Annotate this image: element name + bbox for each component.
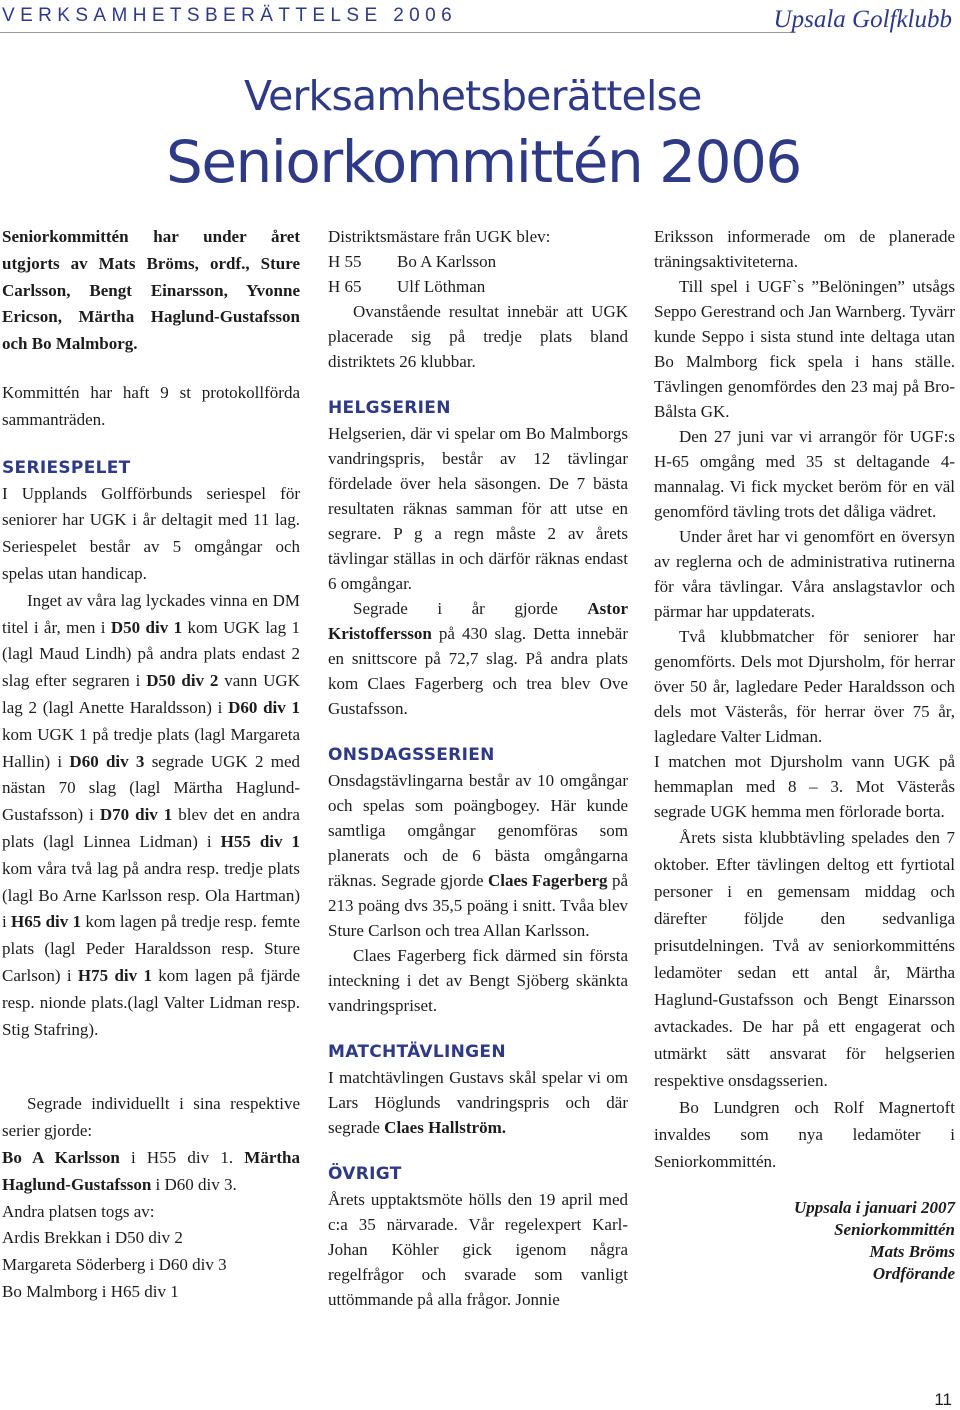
onsdagsserien-paragraph-1: Onsdagstävlingarna består av 10 omgångar och spelas som poängbogey. Här kunde samtliga omgångar genomföras som planerats och de 6 bästa omgångarna räknas. Segrade gjorde Claes Fagerberg på 213 poäng dvs 35,5 poäng i snitt. Tvåa blev Sture Carlson och trea Allan Karlsson.	[328, 771, 628, 940]
individual-winners: Bo A Karlsson i H55 div 1. Märtha Haglund-Gustafsson i D60 div 3.	[2, 1147, 300, 1194]
column-2	[328, 224, 628, 1312]
col3-paragraph-6: I matchen mot Djursholm vann UGK på hemmaplan med 8 – 3. Mot Västerås segrade UGK hemma men förlorade borta.	[654, 752, 955, 821]
col3-paragraph-2: Till spel i UGF`s ”Belöningen” utsågs Seppo Gerestrand och Jan Warnberg. Tyvärr kunde Seppo i sista stund inte deltaga utan Bo Malmborg fick spela i hans ställe. Tävlingen genomfördes den 23 maj på Bro-Bålsta GK.	[654, 277, 955, 421]
column-1	[2, 224, 300, 1306]
heading-onsdagsserien: ONSDAGSSERIEN	[328, 745, 495, 765]
heading-ovrigt: ÖVRIGT	[328, 1164, 402, 1184]
signature-place-date: Uppsala i januari 2007	[793, 1198, 955, 1217]
helgserien-paragraph-1: Helgserien, där vi spelar om Bo Malmborgs vandringspris, består av 12 tävlingar fördelade över hela säsongen. De 7 bästa resultaten räknas samman för att utse en segrare. P g a regn måste 2 av årets tävlingar ställas in och därför räknas endast 6 omgångar.	[328, 424, 628, 593]
page-title-line-2: Seniorkommittén 2006	[166, 128, 801, 196]
signature-name: Mats Bröms	[869, 1242, 955, 1261]
page-number: 11	[934, 1390, 952, 1409]
club-name: Upsala Golfklubb	[773, 6, 952, 33]
helgserien-paragraph-2: Segrade i år gjorde Astor Kristoffersson på 430 slag. Detta innebär en snittscore på 72,7 slag. På andra plats kom Claes Fagerberg och trea blev Ove Gustafsson.	[328, 599, 628, 718]
second-place-intro: Andra platsen togs av:	[2, 1201, 155, 1221]
col3-paragraph-4: Under året har vi genomfört en översyn av reglerna och de administrativa rutinerna för våra tävlingar. Våra anslagstavlor och pärmar har uppdaterats.	[654, 527, 955, 621]
signature-block	[654, 1197, 955, 1285]
seriespelet-paragraph-1: I Upplands Golfförbunds seriespel för seniorer har UGK i år deltagit med 11 lag. Seriespelet består av 5 omgångar och spelas utan handicap.	[2, 483, 300, 583]
heading-helgserien: HELGSERIEN	[328, 398, 451, 418]
list-item: Bo Malmborg i H65 div 1	[2, 1281, 179, 1301]
col3-paragraph-3: Den 27 juni var vi arrangör för UGF:s H-65 omgång med 35 st deltagande 4-mannalag. Vi fick mycket beröm för en väl genomförd tävling trots det dåliga vädret.	[654, 427, 955, 521]
signature-organization: Seniorkommittén	[834, 1220, 955, 1239]
heading-seriespelet: SERIESPELET	[2, 457, 131, 478]
signature-role: Ordförande	[872, 1264, 955, 1283]
district-winner-row: H 55 Bo A Karlsson	[328, 252, 497, 271]
seriespelet-paragraph-2: Inget av våra lag lyckades vinna en DM titel i år, men i D50 div 1 kom UGK lag 1 (lagl Maud Lindh) på andra plats endast 2 slag efter segraren i D50 div 2 vann UGK lag 2 (lagl Anette Haraldsson) i D60 div 1 kom UGK 1 på tredje plats (lagl Margareta Hallin) i D60 div 3 segrade UGK 2 med nästan 70 slag (lagl Märtha Haglund-Gustafsson) i D70 div 1 blev det en andra plats (lagl Linnea Lidman) i H55 div 1 kom våra två lag på andra resp. tredje plats (lagl Bo Arne Karlsson resp. Ola Hartman) i H65 div 1 kom lagen på tredje resp. femte plats (lagl Peder Haraldsson resp. Sture Carlson) i H75 div 1 kom lagen på fjärde resp. nionde plats.(lagl Valter Lidman resp. Stig Stafring).	[2, 590, 301, 1039]
district-intro: Distriktsmästare från UGK blev:	[328, 227, 551, 246]
header-rule	[0, 32, 795, 33]
list-item: Margareta Söderberg i D60 div 3	[2, 1255, 227, 1275]
page-header	[0, 0, 960, 40]
col3-paragraph-8: Bo Lundgren och Rolf Magnertoft invaldes som nya ledamöter i Seniorkommittén.	[654, 1098, 955, 1171]
col3-paragraph-1: Eriksson informerade om de planerade träningsaktiviteterna.	[654, 227, 955, 271]
individual-winners-intro: Segrade individuellt i sina respektive serier gjorde:	[2, 1094, 300, 1141]
district-summary: Ovanstående resultat innebär att UGK placerade sig på tredje plats bland distriktets 26 klubbar.	[328, 302, 628, 371]
col3-paragraph-5: Två klubbmatcher för seniorer har genomförts. Dels mot Djursholm, för herrar över 50 år, lagledare Peder Haraldsson och dels mot Västerås, för herrar över 75 år, lagledare Valter Lidman.	[654, 627, 955, 746]
column-3	[654, 224, 955, 1285]
meetings-paragraph: Kommittén har haft 9 st protokollförda sammanträden.	[2, 382, 300, 429]
onsdagsserien-paragraph-2: Claes Fagerberg fick därmed sin första inteckning i det av Bengt Sjöberg skänkta vandringspriset.	[328, 946, 628, 1015]
col3-paragraph-7: Årets sista klubbtävling spelades den 7 oktober. Efter tävlingen deltog ett fyrtiotal personer i en gemensam middag och därefter följde den sedvanliga prisutdelningen. Två av seniorkommitténs ledamöter sedan ett antal år, Märtha Haglund-Gustafsson och Bengt Einarsson avtackades. De har på ett engagerat och utmärkt sätt ansvarat för helgserien respektive onsdagsserien.	[654, 828, 955, 1090]
running-title: VERKSAMHETSBERÄTTELSE 2006	[2, 5, 458, 26]
matchtavlingen-paragraph: I matchtävlingen Gustavs skål spelar vi om Lars Höglunds vandringspris och där segrade Claes Hallström.	[328, 1068, 628, 1137]
ovrigt-paragraph: Årets upptaktsmöte hölls den 19 april med c:a 35 närvarade. Vår regelexpert Karl-Johan Köhler gick igenom några regelfrågor och svarade som vanligt uttömmande på alla frågor. Jonnie	[328, 1190, 628, 1309]
heading-matchtavlingen: MATCHTÄVLINGEN	[328, 1042, 506, 1062]
page-title-line-1: Verksamhetsberättelse	[244, 72, 702, 120]
committee-intro: Seniorkommittén har under året utgjorts av Mats Bröms, ordf., Sture Carlsson, Bengt Einarsson, Yvonne Ericson, Märtha Haglund-Gustafsson och Bo Malmborg.	[2, 227, 300, 354]
list-item: Ardis Brekkan i D50 div 2	[2, 1228, 183, 1248]
district-winner-row: H 65 Ulf Löthman	[328, 277, 486, 296]
